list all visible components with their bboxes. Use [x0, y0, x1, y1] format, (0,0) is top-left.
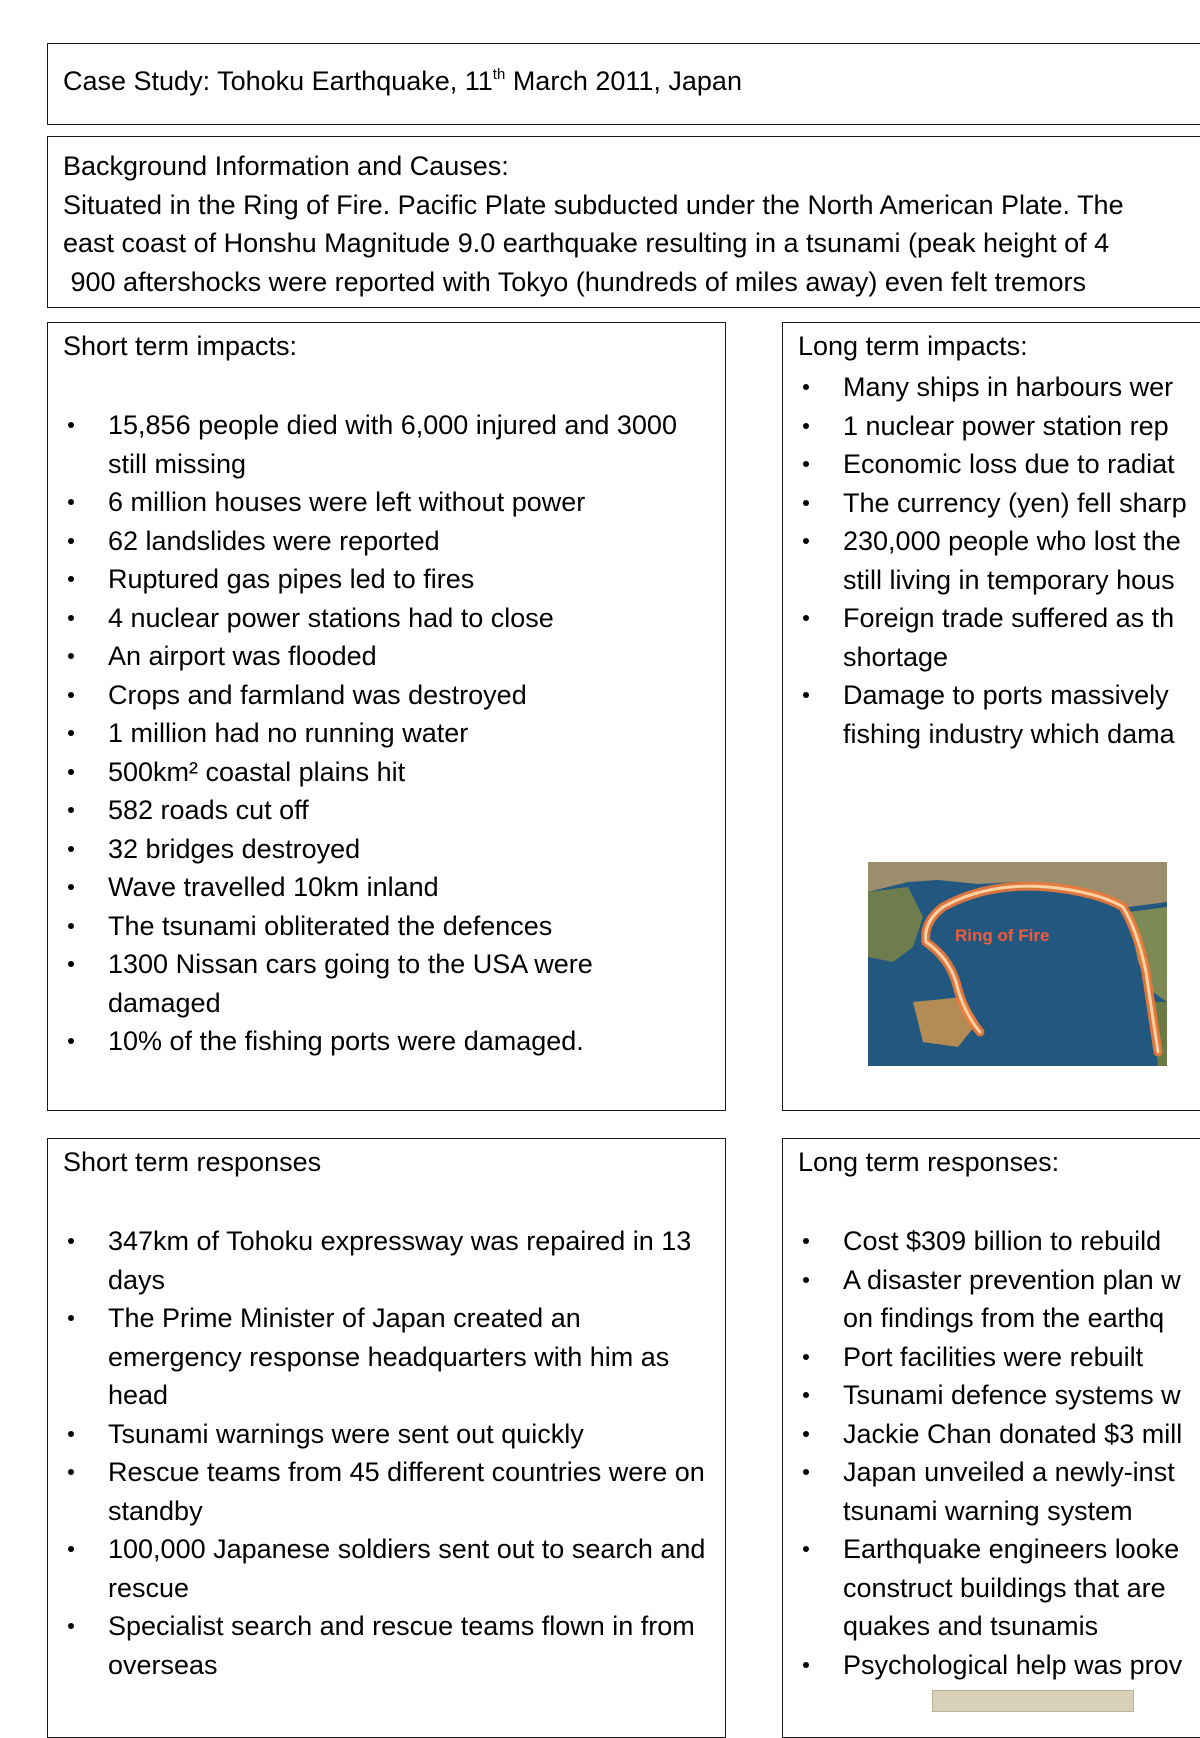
list-item: 1 nuclear power station rep: [798, 407, 1200, 446]
short-term-impacts-list: [63, 406, 683, 1061]
list-item: on findings from the earthq: [843, 1303, 1165, 1333]
ring-of-fire-label: Ring of Fire: [955, 926, 1050, 945]
long-term-impacts-list: [798, 368, 1200, 753]
list-item: Earthquake engineers looke: [798, 1530, 1200, 1569]
list-item: The Prime Minister of Japan created an emergency response headquarters with him as head: [63, 1299, 708, 1415]
short-term-responses-heading: Short term responses: [63, 1147, 322, 1177]
list-item: still living in temporary hous: [843, 564, 1175, 595]
list-item: 10% of the fishing ports were damaged.: [63, 1022, 683, 1061]
list-item: 1 million had no running water: [63, 714, 683, 753]
title-superscript: th: [492, 66, 506, 83]
background-heading: Background Information and Causes:: [63, 151, 509, 181]
list-item: Jackie Chan donated $3 mill: [798, 1415, 1200, 1454]
short-term-responses-list: [63, 1222, 708, 1684]
list-item: Rescue teams from 45 different countries were on standby: [63, 1453, 708, 1530]
background-box: [47, 136, 1200, 308]
title-prefix: Case Study: Tohoku Earthquake, 11: [63, 66, 493, 96]
background-line: Situated in the Ring of Fire. Pacific Plate subducted under the North American Plate. The: [63, 189, 1124, 220]
short-term-impacts-heading: Short term impacts:: [63, 331, 298, 361]
list-item: 230,000 people who lost the: [798, 522, 1200, 561]
list-item: Crops and farmland was destroyed: [63, 676, 683, 715]
list-item: 62 landslides were reported: [63, 522, 683, 561]
short-term-impacts-box: [47, 322, 726, 1111]
list-item: An airport was flooded: [63, 637, 683, 676]
list-item: Foreign trade suffered as th: [798, 599, 1200, 638]
list-item: Tsunami defence systems w: [798, 1376, 1200, 1415]
title-suffix: March 2011, Japan: [505, 66, 742, 96]
list-item: Ruptured gas pipes led to fires: [63, 560, 683, 599]
list-item: A disaster prevention plan w: [798, 1261, 1200, 1300]
list-item: 32 bridges destroyed: [63, 830, 683, 869]
list-item: 15,856 people died with 6,000 injured and 3000 still missing: [63, 406, 683, 483]
list-item: shortage: [843, 641, 949, 672]
list-item: 6 million houses were left without power: [63, 483, 683, 522]
list-item: Port facilities were rebuilt: [798, 1338, 1200, 1377]
long-term-responses-heading: Long term responses:: [798, 1147, 1060, 1177]
list-item: Wave travelled 10km inland: [63, 868, 683, 907]
list-item: tsunami warning system: [843, 1495, 1133, 1526]
list-item: Damage to ports massively: [798, 676, 1200, 715]
list-item: Many ships in harbours wer: [798, 368, 1200, 407]
world-map-graphic: [868, 862, 1167, 1066]
list-item: quakes and tsunamis: [843, 1611, 1099, 1641]
long-term-impacts-heading: Long term impacts:: [798, 331, 1028, 361]
list-item: Psychological help was prov: [798, 1646, 1200, 1685]
case-study-title: [63, 66, 742, 97]
partial-image-thumbnail: [932, 1690, 1134, 1712]
list-item: The currency (yen) fell sharp: [798, 484, 1200, 523]
list-item: Economic loss due to radiat: [798, 445, 1200, 484]
list-item: 100,000 Japanese soldiers sent out to search and rescue: [63, 1530, 708, 1607]
list-item: 1300 Nissan cars going to the USA were damaged: [63, 945, 683, 1022]
short-term-responses-box: [47, 1138, 726, 1738]
list-item: Cost $309 billion to rebuild: [798, 1222, 1200, 1261]
list-item: construct buildings that are: [843, 1572, 1166, 1603]
list-item: Specialist search and rescue teams flown in from overseas: [63, 1607, 708, 1684]
list-item: 582 roads cut off: [63, 791, 683, 830]
ring-of-fire-map: [868, 862, 1167, 1066]
list-item: fishing industry which dama: [843, 718, 1175, 749]
background-text: [63, 147, 1124, 301]
list-item: 347km of Tohoku expressway was repaired in 13 days: [63, 1222, 708, 1299]
list-item: Tsunami warnings were sent out quickly: [63, 1415, 708, 1454]
background-line: 900 aftershocks were reported with Tokyo (hundreds of miles away) even felt tremors: [63, 266, 1086, 297]
case-study-title-box: [47, 43, 1200, 125]
list-item: 500km² coastal plains hit: [63, 753, 683, 792]
list-item: Japan unveiled a newly-inst: [798, 1453, 1200, 1492]
long-term-responses-list: [798, 1222, 1200, 1684]
long-term-responses-box: [782, 1138, 1200, 1738]
background-line: east coast of Honshu Magnitude 9.0 earthquake resulting in a tsunami (peak height of 4: [63, 228, 1110, 258]
list-item: The tsunami obliterated the defences: [63, 907, 683, 946]
list-item: 4 nuclear power stations had to close: [63, 599, 683, 638]
